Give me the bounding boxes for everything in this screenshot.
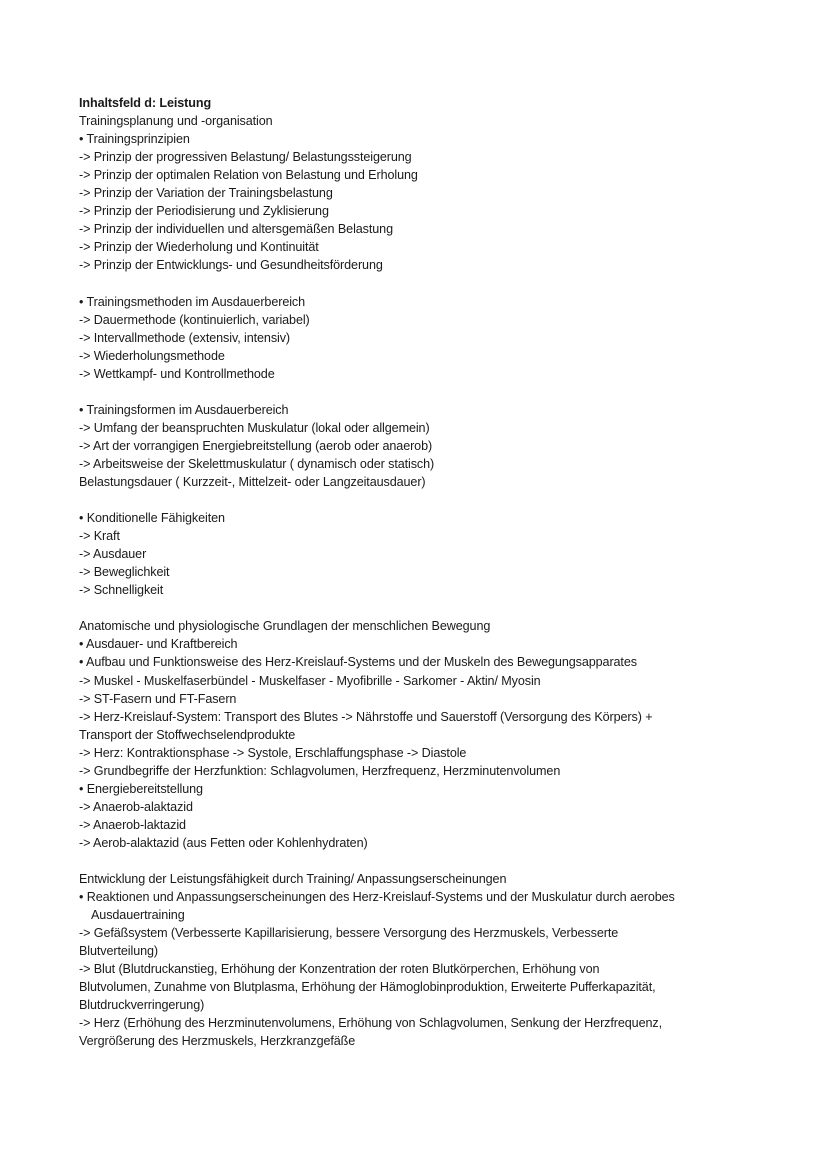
list-item: -> Prinzip der Wiederholung und Kontinuität [79, 240, 319, 255]
list-item: -> Prinzip der Entwicklungs- und Gesundheitsförderung [79, 258, 383, 273]
paragraph-gap [79, 491, 788, 509]
list-item: Blutverteilung) [79, 944, 159, 959]
list-item: Transport der Stoffwechselendprodukte [79, 727, 296, 742]
list-item: -> Arbeitsweise der Skelettmuskulatur ( dynamisch oder statisch) [79, 456, 435, 471]
list-item: -> Blut (Blutdruckanstieg, Erhöhung der Konzentration der roten Blutkörperchen, Erhöhung von [79, 962, 600, 977]
list-item: -> Aerob-alaktazid (aus Fetten oder Kohlenhydraten) [79, 835, 368, 850]
list-item: Blutvolumen, Zunahme von Blutplasma, Erhöhung der Hämoglobinproduktion, Erweiterte Pufferkapazität, [79, 980, 656, 995]
list-item: -> Beweglichkeit [79, 565, 170, 580]
list-item: -> Prinzip der progressiven Belastung/ Belastungssteigerung [79, 150, 412, 165]
list-item: • Reaktionen und Anpassungserscheinungen des Herz-Kreislauf-Systems und der Muskulatur durch aerobes [79, 890, 675, 905]
paragraph-gap [79, 852, 788, 870]
list-item: -> Art der vorrangigen Energiebreitstellung (aerob oder anaerob) [79, 438, 433, 453]
list-item: Blutdruckverringerung) [79, 998, 205, 1013]
list-item: -> Prinzip der Variation der Trainingsbelastung [79, 186, 333, 201]
list-item: • Ausdauer- und Kraftbereich [79, 637, 238, 652]
list-item: -> Prinzip der optimalen Relation von Belastung und Erholung [79, 168, 418, 183]
paragraph-gap [79, 599, 788, 617]
list-item: -> ST-Fasern und FT-Fasern [79, 691, 237, 706]
list-item: • Konditionelle Fähigkeiten [79, 511, 225, 526]
list-item: • Trainingsmethoden im Ausdauerbereich [79, 294, 306, 309]
section-title: Entwicklung der Leistungsfähigkeit durch Training/ Anpassungserscheinungen [79, 872, 507, 887]
list-item: -> Herz (Erhöhung des Herzminutenvolumens, Erhöhung von Schlagvolumen, Senkung der Herzfrequenz, [79, 1016, 662, 1031]
section-title: Trainingsplanung und -organisation [79, 114, 273, 129]
section-title: Anatomische und physiologische Grundlagen der menschlichen Bewegung [79, 619, 491, 634]
list-item: -> Anaerob-laktazid [79, 817, 186, 832]
list-item: -> Herz: Kontraktionsphase -> Systole, Erschlaffungsphase -> Diastole [79, 745, 467, 760]
document-heading: Inhaltsfeld d: Leistung [79, 96, 212, 110]
list-item: -> Gefäßsystem (Verbesserte Kapillarisierung, bessere Versorgung des Herzmuskels, Verbesserte [79, 926, 619, 941]
list-item: -> Wiederholungsmethode [79, 348, 225, 363]
list-item: • Trainingsprinzipien [79, 132, 190, 147]
list-item: -> Anaerob-alaktazid [79, 799, 193, 814]
list-item: Vergrößerung des Herzmuskels, Herzkranzgefäße [79, 1034, 356, 1049]
list-item: • Energiebereitstellung [79, 781, 203, 796]
list-item: -> Ausdauer [79, 547, 147, 562]
list-item: -> Dauermethode (kontinuierlich, variabel) [79, 312, 310, 327]
list-item: Belastungsdauer ( Kurzzeit-, Mittelzeit- oder Langzeitausdauer) [79, 474, 426, 489]
list-item: -> Kraft [79, 529, 120, 544]
list-item: • Trainingsformen im Ausdauerbereich [79, 402, 289, 417]
list-item: -> Intervallmethode (extensiv, intensiv) [79, 330, 291, 345]
list-item: -> Wettkampf- und Kontrollmethode [79, 366, 275, 381]
list-item: -> Grundbegriffe der Herzfunktion: Schlagvolumen, Herzfrequenz, Herzminutenvolumen [79, 763, 561, 778]
paragraph-gap [79, 383, 788, 401]
list-item: -> Herz-Kreislauf-System: Transport des Blutes -> Nährstoffe und Sauerstoff (Versorgung des Körpers) + [79, 709, 653, 724]
paragraph-gap [79, 274, 788, 292]
list-item: Ausdauertraining [91, 908, 185, 923]
list-item: -> Muskel - Muskelfaserbündel - Muskelfaser - Myofibrille - Sarkomer - Aktin/ Myosin [79, 673, 541, 688]
list-item: -> Prinzip der individuellen und altersgemäßen Belastung [79, 222, 393, 237]
list-item: -> Schnelligkeit [79, 583, 164, 598]
list-item: -> Umfang der beanspruchten Muskulatur (lokal oder allgemein) [79, 420, 430, 435]
list-item: • Aufbau und Funktionsweise des Herz-Kreislauf-Systems und der Muskeln des Bewegungsapparates [79, 655, 637, 670]
list-item: -> Prinzip der Periodisierung und Zyklisierung [79, 204, 329, 219]
